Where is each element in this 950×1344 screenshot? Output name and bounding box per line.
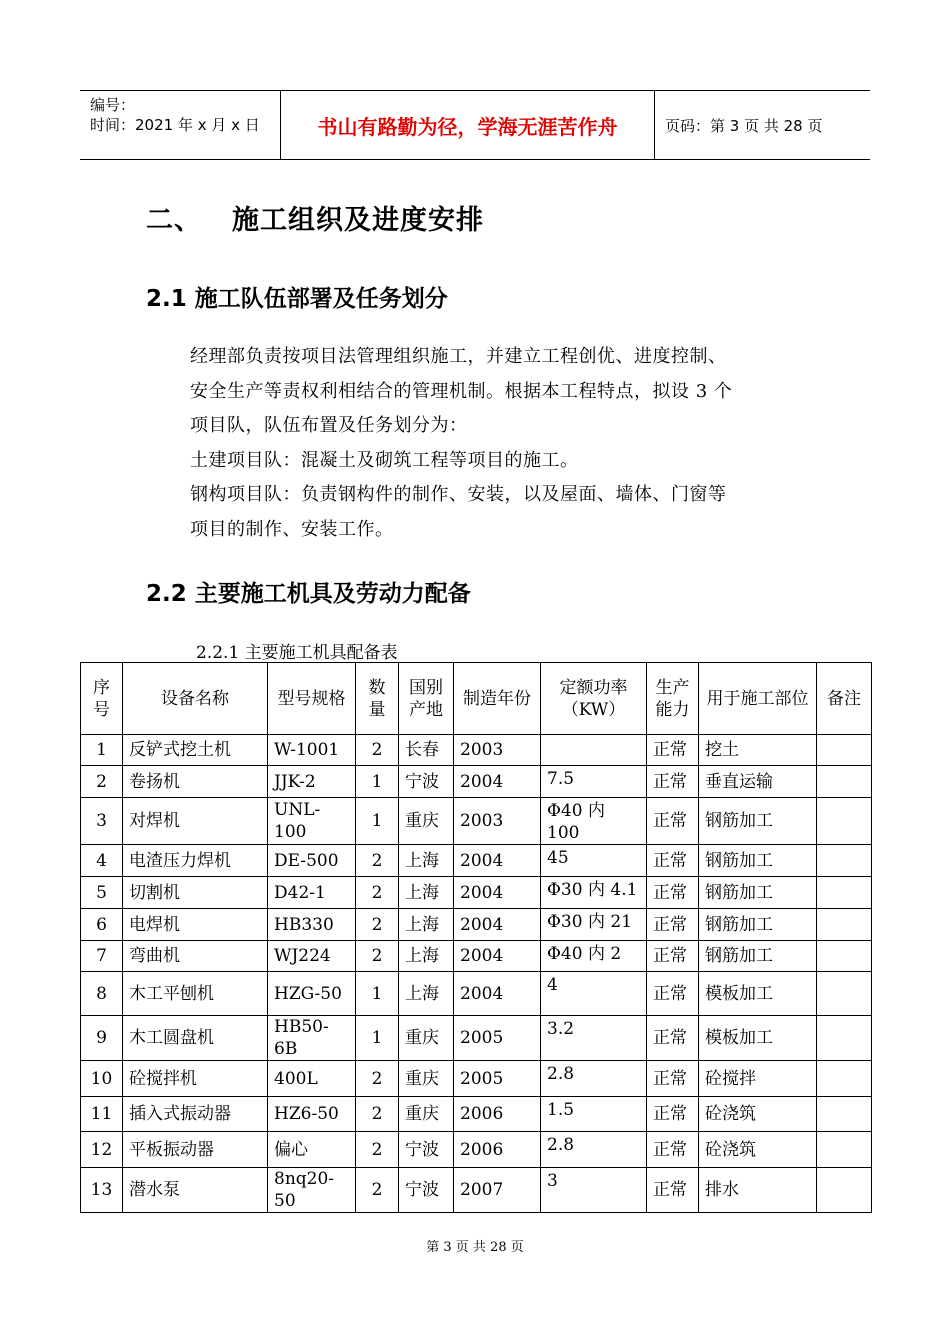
- cell-name: 反铲式挖土机: [123, 735, 268, 766]
- cell-power: Φ40 内 100: [541, 798, 647, 845]
- cell-no: 13: [81, 1168, 123, 1213]
- cell-year: 2004: [454, 941, 541, 972]
- cell-model: 偏心: [268, 1132, 356, 1168]
- cell-note: [817, 972, 872, 1016]
- cell-note: [817, 766, 872, 798]
- cell-name: 木工平刨机: [123, 972, 268, 1016]
- cell-model: JJK-2: [268, 766, 356, 798]
- cell-year: 2003: [454, 735, 541, 766]
- cell-origin: 上海: [399, 845, 454, 877]
- header-meta: [80, 91, 281, 159]
- table-row: [81, 1132, 872, 1168]
- cell-qty: 2: [356, 1168, 399, 1213]
- cell-power: Φ30 内 21: [541, 909, 647, 941]
- column-header: 定额功率（KW）: [541, 663, 647, 735]
- cell-origin: 上海: [399, 972, 454, 1016]
- cell-qty: 1: [356, 798, 399, 845]
- table-row: [81, 845, 872, 877]
- cell-use: 模板加工: [699, 972, 817, 1016]
- cell-qty: 2: [356, 735, 399, 766]
- cell-power: 45: [541, 845, 647, 877]
- subsection-heading-2-2: 2.2 主要施工机具及劳动力配备: [146, 581, 471, 607]
- cell-capacity: 正常: [647, 798, 699, 845]
- cell-power: 7.5: [541, 766, 647, 798]
- cell-note: [817, 1132, 872, 1168]
- cell-year: 2003: [454, 798, 541, 845]
- cell-qty: 2: [356, 877, 399, 909]
- cell-use: 垂直运输: [699, 766, 817, 798]
- cell-origin: 宁波: [399, 1132, 454, 1168]
- cell-name: 电焊机: [123, 909, 268, 941]
- column-header: 序号: [81, 663, 123, 735]
- cell-note: [817, 1097, 872, 1132]
- cell-no: 10: [81, 1061, 123, 1097]
- cell-name: 平板振动器: [123, 1132, 268, 1168]
- cell-power: 3: [541, 1168, 647, 1213]
- cell-capacity: 正常: [647, 735, 699, 766]
- cell-year: 2007: [454, 1168, 541, 1213]
- cell-year: 2004: [454, 877, 541, 909]
- subsection-heading-2-1: 2.1 施工队伍部署及任务划分: [146, 286, 448, 312]
- body-line: 安全生产等责权利相结合的管理机制。根据本工程特点，拟设 3 个: [190, 380, 733, 402]
- cell-qty: 1: [356, 972, 399, 1016]
- cell-capacity: 正常: [647, 909, 699, 941]
- cell-model: D42-1: [268, 877, 356, 909]
- cell-origin: 宁波: [399, 1168, 454, 1213]
- cell-origin: 上海: [399, 941, 454, 972]
- body-line: 土建项目队：混凝土及砌筑工程等项目的施工。: [190, 449, 579, 471]
- table-row: [81, 1168, 872, 1213]
- cell-year: 2006: [454, 1097, 541, 1132]
- cell-qty: 1: [356, 1016, 399, 1061]
- cell-note: [817, 877, 872, 909]
- cell-power: [541, 735, 647, 766]
- cell-origin: 重庆: [399, 1016, 454, 1061]
- table-row: [81, 1016, 872, 1061]
- cell-capacity: 正常: [647, 972, 699, 1016]
- cell-use: 钢筋加工: [699, 798, 817, 845]
- cell-capacity: 正常: [647, 766, 699, 798]
- table-row: [81, 909, 872, 941]
- cell-model: HB330: [268, 909, 356, 941]
- cell-capacity: 正常: [647, 1097, 699, 1132]
- cell-no: 5: [81, 877, 123, 909]
- cell-capacity: 正常: [647, 1168, 699, 1213]
- cell-capacity: 正常: [647, 877, 699, 909]
- cell-power: Φ40 内 2: [541, 941, 647, 972]
- table-row: [81, 1097, 872, 1132]
- table-row: [81, 1061, 872, 1097]
- cell-qty: 2: [356, 1097, 399, 1132]
- cell-name: 弯曲机: [123, 941, 268, 972]
- cell-name: 切割机: [123, 877, 268, 909]
- cell-qty: 1: [356, 766, 399, 798]
- section-heading: [146, 198, 484, 237]
- cell-qty: 2: [356, 909, 399, 941]
- body-line: 项目的制作、安装工作。: [190, 518, 394, 540]
- column-header: 型号规格: [268, 663, 356, 735]
- table-caption: 2.2.1 主要施工机具配备表: [196, 643, 398, 663]
- cell-name: 对焊机: [123, 798, 268, 845]
- body-line: 项目队，队伍布置及任务划分为：: [190, 415, 468, 436]
- cell-qty: 2: [356, 941, 399, 972]
- cell-use: 挖土: [699, 735, 817, 766]
- column-header: 备注: [817, 663, 872, 735]
- cell-note: [817, 735, 872, 766]
- cell-no: 6: [81, 909, 123, 941]
- cell-model: 8nq20-50: [268, 1168, 356, 1213]
- cell-note: [817, 1168, 872, 1213]
- cell-year: 2005: [454, 1061, 541, 1097]
- cell-name: 卷扬机: [123, 766, 268, 798]
- cell-use: 砼浇筑: [699, 1097, 817, 1132]
- cell-origin: 宁波: [399, 766, 454, 798]
- cell-year: 2004: [454, 972, 541, 1016]
- cell-no: 8: [81, 972, 123, 1016]
- column-header: 数量: [356, 663, 399, 735]
- page-header: [80, 90, 870, 160]
- column-header: 国别产地: [399, 663, 454, 735]
- body-line: 钢构项目队：负责钢构件的制作、安装，以及屋面、墙体、门窗等: [190, 484, 727, 505]
- cell-power: 4: [541, 972, 647, 1016]
- header-page-code: 页码：第 3 页 共 28 页: [665, 116, 823, 135]
- subsection-body: [190, 340, 810, 547]
- cell-power: 2.8: [541, 1061, 647, 1097]
- cell-power: 3.2: [541, 1016, 647, 1061]
- table-row: [81, 877, 872, 909]
- cell-power: Φ30 内 4.1: [541, 877, 647, 909]
- cell-model: WJ224: [268, 941, 356, 972]
- cell-origin: 上海: [399, 877, 454, 909]
- cell-no: 4: [81, 845, 123, 877]
- table-row: [81, 798, 872, 845]
- column-header: 设备名称: [123, 663, 268, 735]
- cell-use: 钢筋加工: [699, 845, 817, 877]
- table-row: [81, 941, 872, 972]
- table-row: [81, 972, 872, 1016]
- section-number: 二、: [146, 205, 202, 236]
- cell-origin: 重庆: [399, 798, 454, 845]
- cell-name: 木工圆盘机: [123, 1016, 268, 1061]
- cell-capacity: 正常: [647, 1132, 699, 1168]
- table-row: [81, 735, 872, 766]
- cell-year: 2004: [454, 909, 541, 941]
- column-header: 生产能力: [647, 663, 699, 735]
- header-motto: 书山有路勤为径，学海无涯苦作舟: [281, 91, 655, 159]
- cell-capacity: 正常: [647, 941, 699, 972]
- cell-name: 电渣压力焊机: [123, 845, 268, 877]
- cell-year: 2005: [454, 1016, 541, 1061]
- cell-origin: 重庆: [399, 1097, 454, 1132]
- document-number-label: 编号：: [90, 96, 136, 114]
- cell-note: [817, 909, 872, 941]
- cell-no: 9: [81, 1016, 123, 1061]
- cell-note: [817, 1016, 872, 1061]
- cell-capacity: 正常: [647, 1016, 699, 1061]
- cell-model: DE-500: [268, 845, 356, 877]
- cell-no: 12: [81, 1132, 123, 1168]
- page-footer: 第 3 页 共 28 页: [426, 1240, 524, 1255]
- cell-note: [817, 798, 872, 845]
- cell-note: [817, 845, 872, 877]
- cell-use: 钢筋加工: [699, 909, 817, 941]
- cell-use: 砼浇筑: [699, 1132, 817, 1168]
- document-time-label: 时间：2021 年 x 月 x 日: [90, 116, 260, 134]
- cell-note: [817, 941, 872, 972]
- cell-use: 钢筋加工: [699, 877, 817, 909]
- column-header: 用于施工部位: [699, 663, 817, 735]
- cell-use: 模板加工: [699, 1016, 817, 1061]
- cell-qty: 2: [356, 1132, 399, 1168]
- cell-qty: 2: [356, 1061, 399, 1097]
- cell-name: 插入式振动器: [123, 1097, 268, 1132]
- cell-name: 潜水泵: [123, 1168, 268, 1213]
- cell-use: 砼搅拌: [699, 1061, 817, 1097]
- cell-power: 1.5: [541, 1097, 647, 1132]
- cell-model: W-1001: [268, 735, 356, 766]
- cell-qty: 2: [356, 845, 399, 877]
- cell-origin: 长春: [399, 735, 454, 766]
- cell-power: 2.8: [541, 1132, 647, 1168]
- body-line: 经理部负责按项目法管理组织施工，并建立工程创优、进度控制、: [190, 346, 727, 367]
- cell-no: 1: [81, 735, 123, 766]
- column-header: 制造年份: [454, 663, 541, 735]
- cell-no: 11: [81, 1097, 123, 1132]
- cell-no: 7: [81, 941, 123, 972]
- table-row: [81, 766, 872, 798]
- equipment-table: [80, 662, 872, 1213]
- cell-year: 2004: [454, 766, 541, 798]
- section-title: 施工组织及进度安排: [232, 205, 484, 236]
- cell-model: HZG-50: [268, 972, 356, 1016]
- cell-year: 2004: [454, 845, 541, 877]
- cell-model: 400L: [268, 1061, 356, 1097]
- cell-no: 3: [81, 798, 123, 845]
- cell-origin: 重庆: [399, 1061, 454, 1097]
- cell-model: UNL-100: [268, 798, 356, 845]
- cell-no: 2: [81, 766, 123, 798]
- cell-year: 2006: [454, 1132, 541, 1168]
- cell-model: HZ6-50: [268, 1097, 356, 1132]
- cell-origin: 上海: [399, 909, 454, 941]
- cell-use: 排水: [699, 1168, 817, 1213]
- cell-capacity: 正常: [647, 845, 699, 877]
- cell-use: 钢筋加工: [699, 941, 817, 972]
- cell-capacity: 正常: [647, 1061, 699, 1097]
- table-header-row: [81, 663, 872, 735]
- cell-note: [817, 1061, 872, 1097]
- cell-name: 砼搅拌机: [123, 1061, 268, 1097]
- cell-model: HB50-6B: [268, 1016, 356, 1061]
